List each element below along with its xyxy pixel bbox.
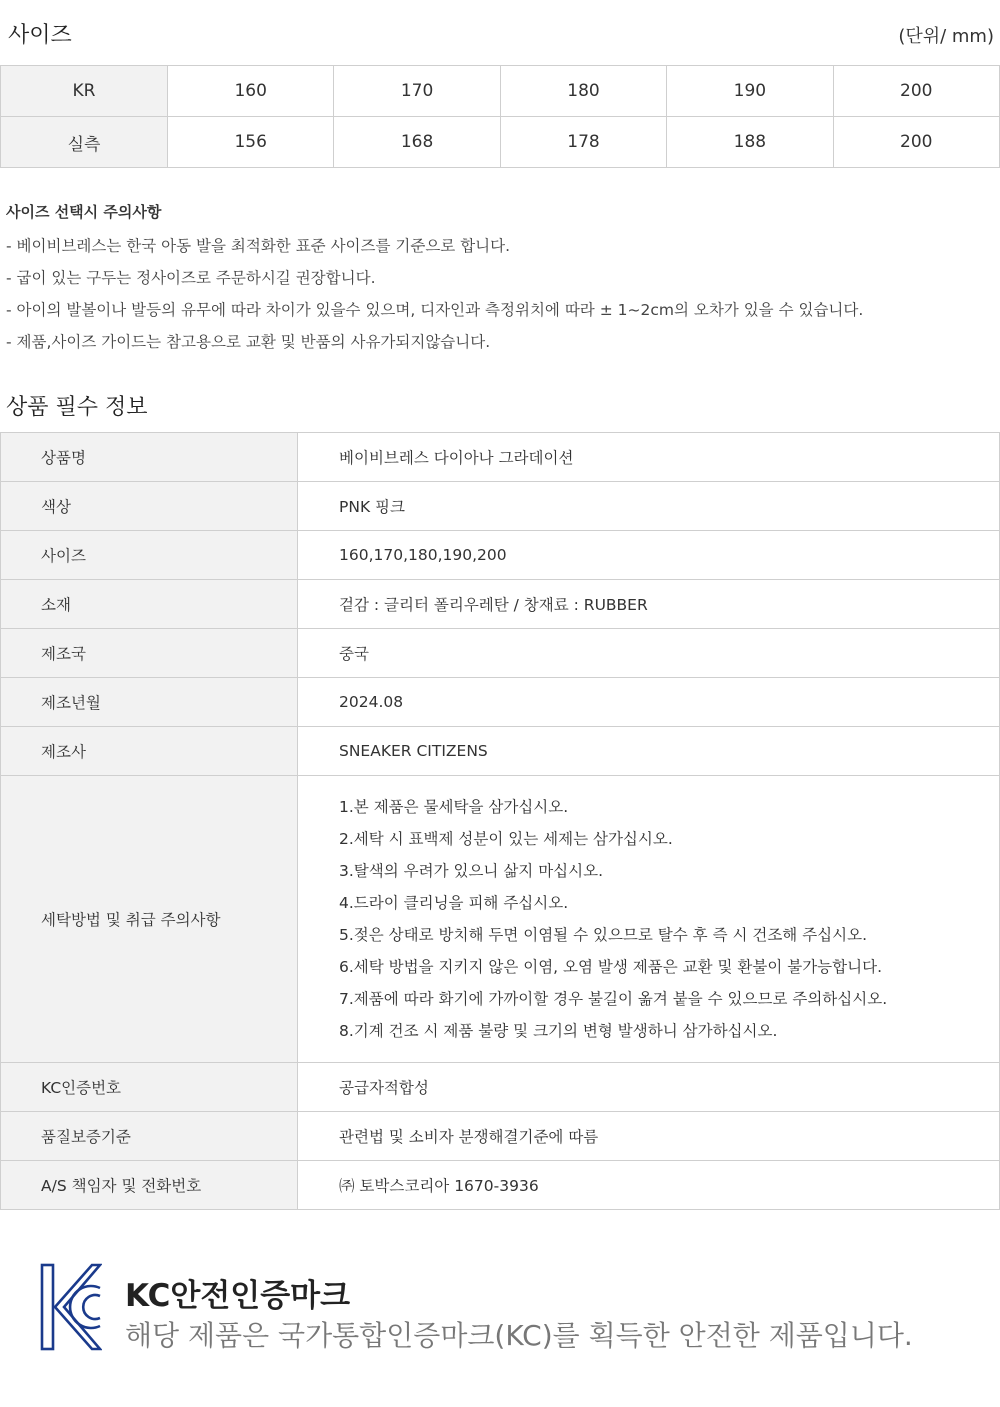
- info-value: 중국: [298, 629, 1000, 678]
- info-row-material: [1, 580, 1000, 629]
- info-value: 관련법 및 소비자 분쟁해결기준에 따름: [298, 1112, 1000, 1161]
- size-row-label: KR: [1, 66, 168, 117]
- washing-item: 4.드라이 클리닝을 피해 주십시오.: [339, 894, 569, 912]
- size-cell: 200: [833, 66, 999, 117]
- info-value: PNK 핑크: [298, 482, 1000, 531]
- size-cell: 200: [833, 117, 999, 168]
- info-label: 제조국: [1, 629, 298, 678]
- size-unit-label: (단위/ mm): [898, 26, 994, 47]
- size-note-item: - 굽이 있는 구두는 정사이즈로 주문하시길 권장합니다.: [6, 269, 376, 287]
- kc-mark-section: [40, 1262, 990, 1372]
- info-label: 사이즈: [1, 531, 298, 580]
- size-table: [0, 65, 1000, 168]
- info-row-size: [1, 531, 1000, 580]
- product-info-table: [0, 432, 1000, 1210]
- kc-mark-description: 해당 제품은 국가통합인증마크(KC)를 획득한 안전한 제품입니다.: [125, 1319, 913, 1352]
- info-label: KC인증번호: [1, 1063, 298, 1112]
- info-row-kc-number: [1, 1063, 1000, 1112]
- size-cell: 168: [334, 117, 500, 168]
- washing-item: 1.본 제품은 물세탁을 삼가십시오.: [339, 798, 569, 816]
- size-notes-title: 사이즈 선택시 주의사항: [6, 203, 162, 221]
- size-note-item: - 제품,사이즈 가이드는 참고용으로 교환 및 반품의 사유가되지않습니다.: [6, 333, 491, 351]
- size-cell: 190: [667, 66, 833, 117]
- info-value: SNEAKER CITIZENS: [298, 727, 1000, 776]
- size-note-item: - 아이의 발볼이나 발등의 유무에 따라 차이가 있을수 있으며, 디자인과 측정위치에 따라 ± 1~2cm의 오차가 있을 수 있습니다.: [6, 301, 864, 319]
- kc-mark-title: KC안전인증마크: [125, 1278, 351, 1314]
- size-row-kr: [1, 66, 1000, 117]
- washing-item: 7.제품에 따라 화기에 가까이할 경우 불길이 옮겨 붙을 수 있으므로 주의하십시오.: [339, 990, 888, 1008]
- size-header: [0, 0, 1000, 66]
- info-value: ㈜ 토박스코리아 1670-3936: [298, 1161, 1000, 1210]
- info-label: 제조년월: [1, 678, 298, 727]
- size-row-label: 실측: [1, 117, 168, 168]
- washing-list: [339, 791, 999, 1047]
- size-row-measured: [1, 117, 1000, 168]
- info-label: 품질보증기준: [1, 1112, 298, 1161]
- info-row-country: [1, 629, 1000, 678]
- size-cell: 160: [168, 66, 334, 117]
- info-row-color: [1, 482, 1000, 531]
- info-row-washing: [1, 776, 1000, 1063]
- info-value: 160,170,180,190,200: [298, 531, 1000, 580]
- info-label: 제조사: [1, 727, 298, 776]
- size-cell: 170: [334, 66, 500, 117]
- info-row-as-contact: [1, 1161, 1000, 1210]
- size-cell: 188: [667, 117, 833, 168]
- kc-mark-icon: [40, 1262, 102, 1352]
- info-row-manufacturer: [1, 727, 1000, 776]
- info-value: 겉감 : 글리터 폴리우레탄 / 창재료 : RUBBER: [298, 580, 1000, 629]
- info-label: 소재: [1, 580, 298, 629]
- info-label: A/S 책임자 및 전화번호: [1, 1161, 298, 1210]
- info-label: 세탁방법 및 취급 주의사항: [1, 776, 298, 1063]
- size-note-item: - 베이비브레스는 한국 아동 발을 최적화한 표준 사이즈를 기준으로 합니다.: [6, 237, 511, 255]
- size-cell: 178: [500, 117, 666, 168]
- size-cell: 180: [500, 66, 666, 117]
- washing-item: 5.젖은 상태로 방치해 두면 이염될 수 있으므로 탈수 후 즉 시 건조해 주십시오.: [339, 926, 868, 944]
- info-value: 2024.08: [298, 678, 1000, 727]
- washing-item: 3.탈색의 우려가 있으니 삶지 마십시오.: [339, 862, 604, 880]
- washing-item: 6.세탁 방법을 지키지 않은 이염, 오염 발생 제품은 교환 및 환불이 불가능합니다.: [339, 958, 883, 976]
- info-value: 베이비브레스 다이아나 그라데이션: [298, 433, 1000, 482]
- product-info-title: 상품 필수 정보: [6, 395, 148, 420]
- washing-item: 2.세탁 시 표백제 성분이 있는 세제는 삼가십시오.: [339, 830, 673, 848]
- info-label: 색상: [1, 482, 298, 531]
- info-row-manufacture-date: [1, 678, 1000, 727]
- washing-instructions: [298, 776, 1000, 1063]
- info-value: 공급자적합성: [298, 1063, 1000, 1112]
- washing-item: 8.기계 건조 시 제품 불량 및 크기의 변형 발생하니 삼가하십시오.: [339, 1022, 778, 1040]
- size-notes: [6, 198, 996, 358]
- size-cell: 156: [168, 117, 334, 168]
- size-section-title: 사이즈: [8, 23, 72, 48]
- info-row-product-name: [1, 433, 1000, 482]
- info-row-quality-standard: [1, 1112, 1000, 1161]
- info-label: 상품명: [1, 433, 298, 482]
